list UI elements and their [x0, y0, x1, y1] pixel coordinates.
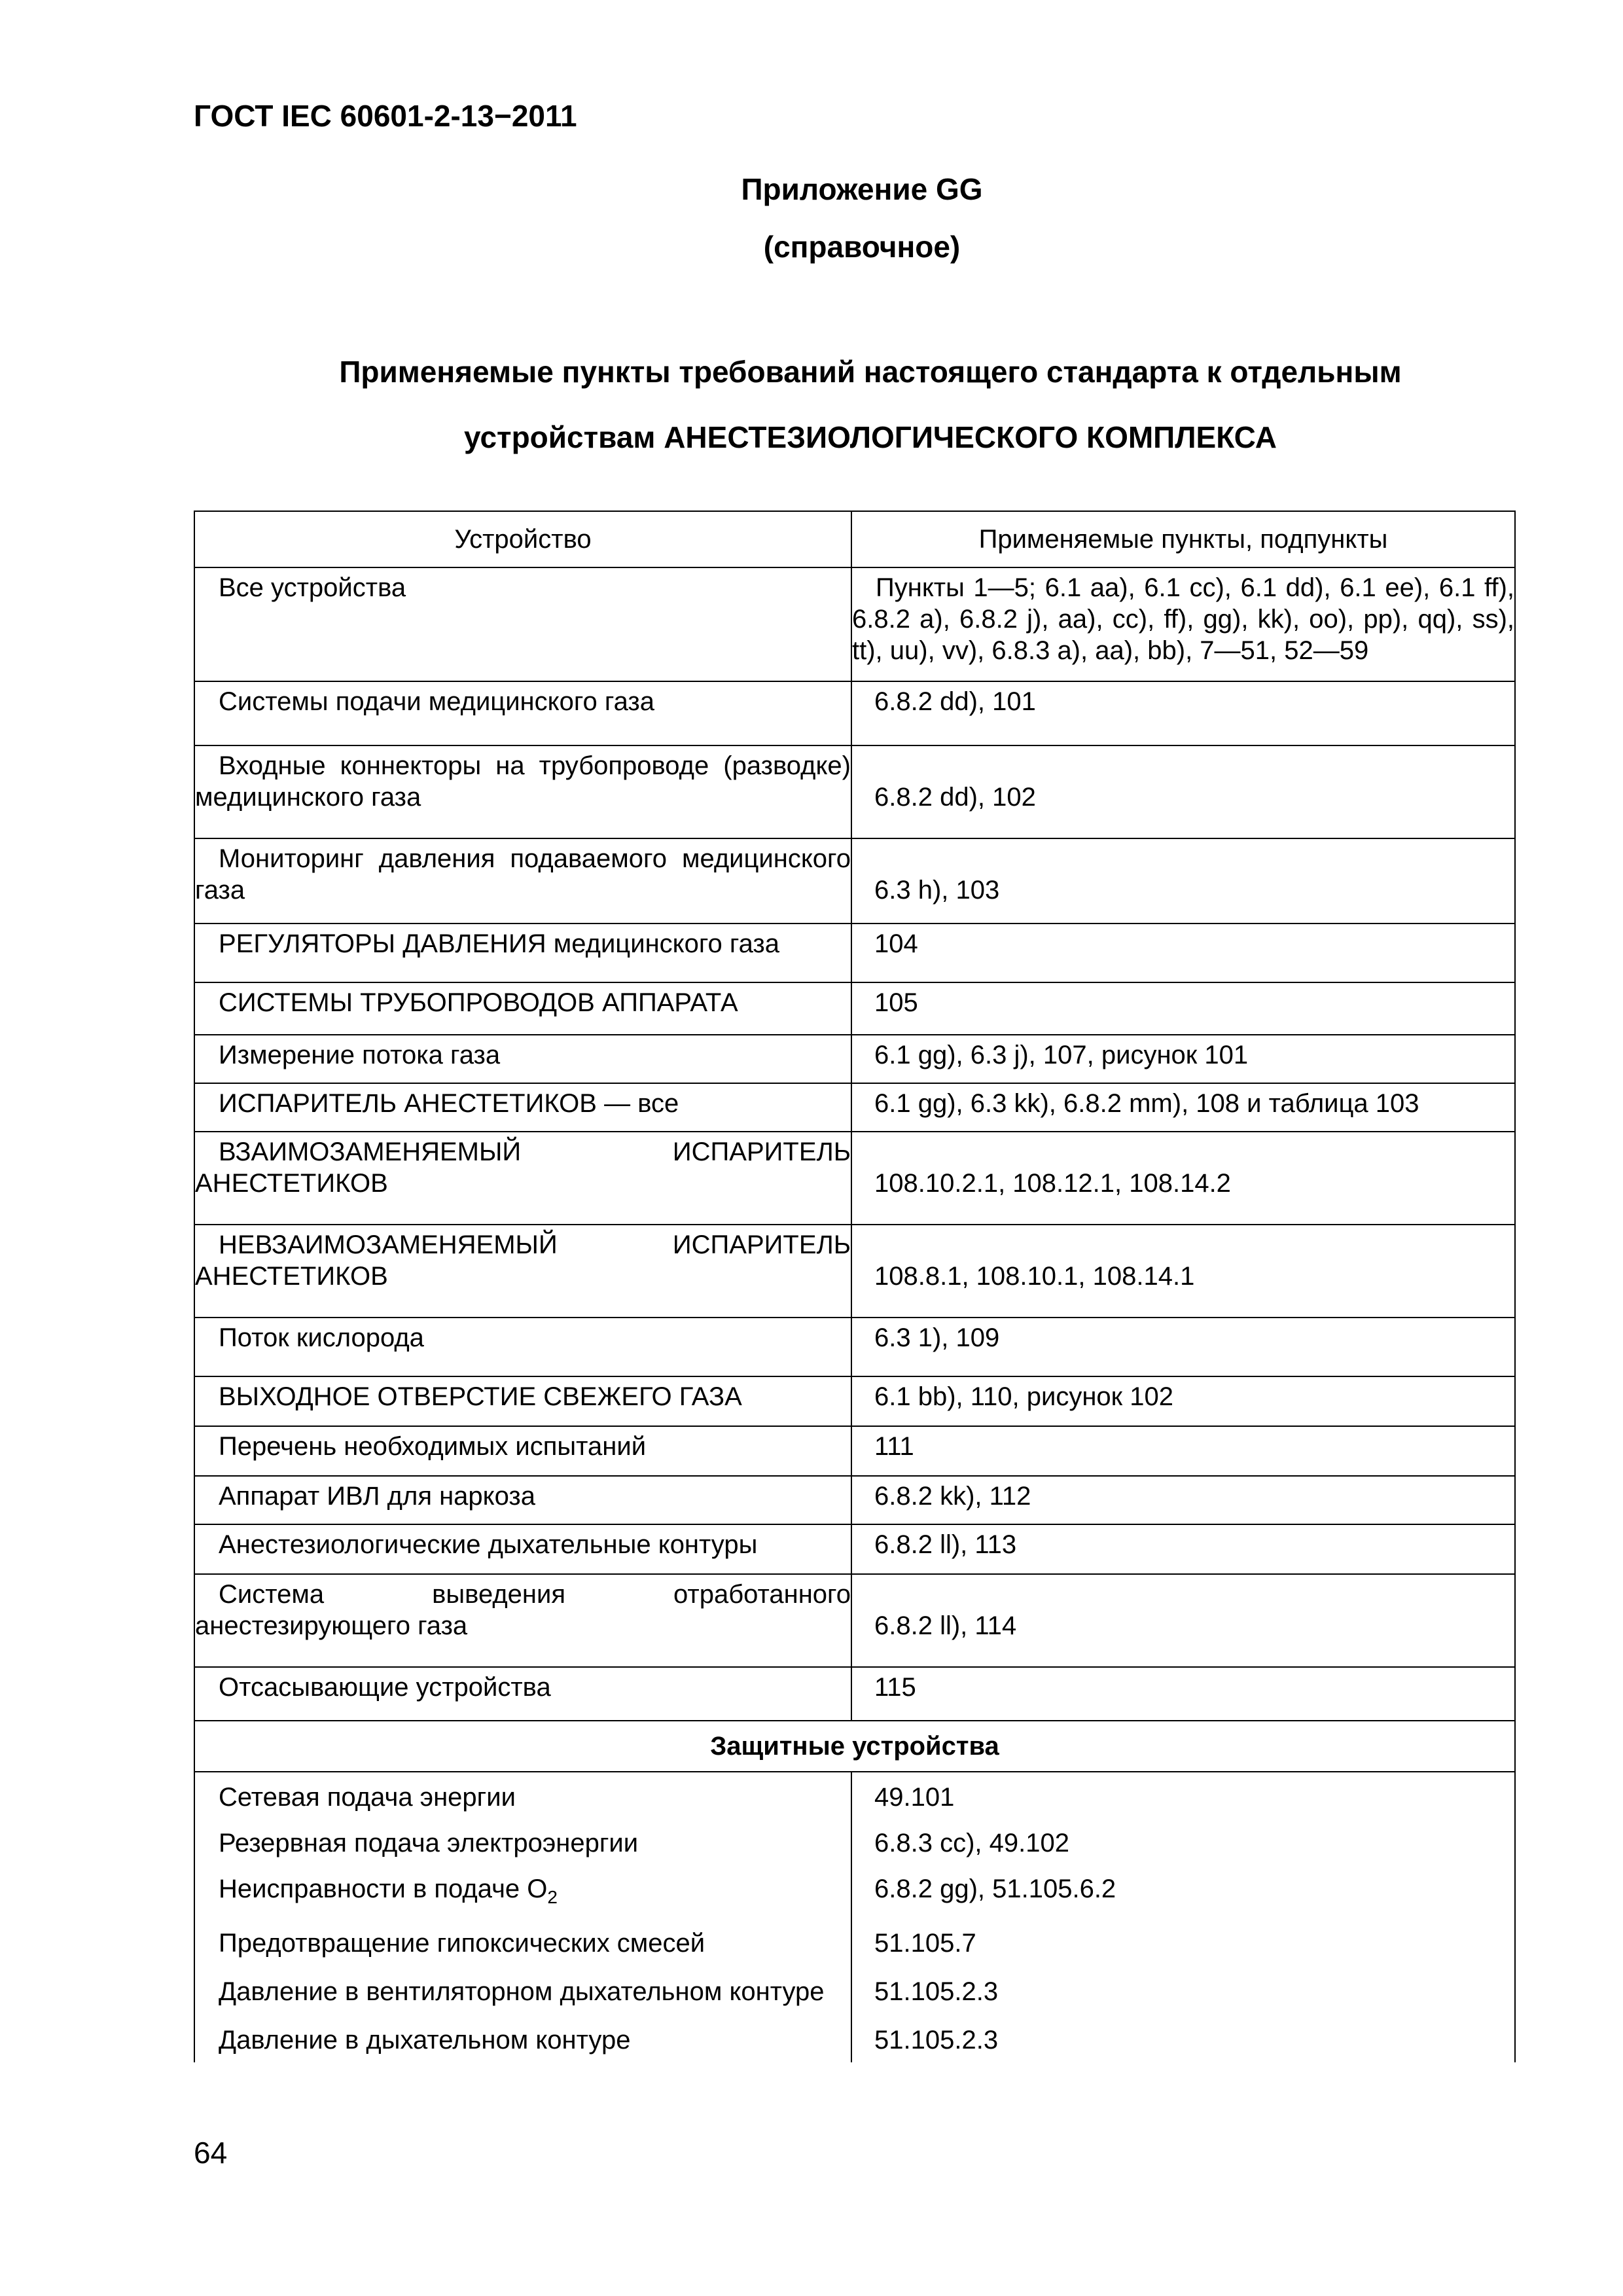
- clauses-cell: 104: [851, 924, 1515, 982]
- column-header-device: Устройство: [194, 511, 851, 567]
- clauses-cell: 6.1 gg), 6.3 j), 107, рисунок 101: [851, 1035, 1515, 1083]
- device-cell: Измерение потока газа: [194, 1035, 851, 1083]
- clauses-cell: 51.105.2.3: [851, 2015, 1515, 2062]
- device-cell: Отсасывающие устройства: [194, 1667, 851, 1721]
- table-row: [194, 1772, 1515, 1818]
- device-cell: Резервная подача электроэнергии: [194, 1818, 851, 1864]
- device-cell: [194, 1864, 851, 1918]
- table-row: [194, 1574, 1515, 1667]
- table-row: [194, 2015, 1515, 2062]
- clauses-cell: 6.1 bb), 110, рисунок 102: [851, 1376, 1515, 1426]
- annex-title: Приложение GG: [741, 172, 983, 206]
- table-row: [194, 982, 1515, 1035]
- device-cell: Поток кислорода: [194, 1318, 851, 1376]
- clauses-cell: 108.10.2.1, 108.12.1, 108.14.2: [851, 1132, 1515, 1225]
- clauses-cell: 6.1 gg), 6.3 kk), 6.8.2 mm), 108 и таблица 103: [851, 1083, 1515, 1132]
- clauses-cell: 6.3 1), 109: [851, 1318, 1515, 1376]
- device-cell: ИСПАРИТЕЛЬ АНЕСТЕТИКОВ — все: [194, 1083, 851, 1132]
- clauses-cell: 6.8.2 ll), 114: [851, 1574, 1515, 1667]
- device-text: Неисправности в подаче O: [219, 1874, 548, 1903]
- clauses-cell: 111: [851, 1426, 1515, 1476]
- device-cell: Системы подачи медицинского газа: [194, 681, 851, 745]
- device-cell: Перечень необходимых испытаний: [194, 1426, 851, 1476]
- device-cell: Входные коннекторы на трубопроводе (разводке) медицинского газа: [194, 745, 851, 838]
- table-row: [194, 1818, 1515, 1864]
- table-row: [194, 1083, 1515, 1132]
- table-row: [194, 1964, 1515, 2015]
- clauses-cell: 105: [851, 982, 1515, 1035]
- device-cell: ВЫХОДНОЕ ОТВЕРСТИЕ СВЕЖЕГО ГАЗА: [194, 1376, 851, 1426]
- section-title-line-2: устройствам АНЕСТЕЗИОЛОГИЧЕСКОГО КОМПЛЕКСА: [464, 420, 1277, 454]
- device-cell: РЕГУЛЯТОРЫ ДАВЛЕНИЯ медицинского газа: [194, 924, 851, 982]
- device-cell: Аппарат ИВЛ для наркоза: [194, 1476, 851, 1524]
- table-row: [194, 1225, 1515, 1318]
- section-row: [194, 1721, 1515, 1772]
- table-row: [194, 1524, 1515, 1574]
- page-number: 64: [194, 2136, 228, 2170]
- table-row: [194, 1132, 1515, 1225]
- column-header-clauses: Применяемые пункты, подпункты: [851, 511, 1515, 567]
- clauses-cell: 6.8.2 gg), 51.105.6.2: [851, 1864, 1515, 1918]
- table-row: [194, 567, 1515, 681]
- device-cell: Мониторинг давления подаваемого медицинского газа: [194, 838, 851, 924]
- document-code: ГОСТ IEC 60601-2-13−2011: [194, 99, 577, 133]
- table-row: [194, 1376, 1515, 1426]
- device-cell: Предотвращение гипоксических смесей: [194, 1918, 851, 1964]
- table-row: [194, 1035, 1515, 1083]
- clauses-cell: 49.101: [851, 1772, 1515, 1818]
- subscript-2: 2: [547, 1887, 558, 1907]
- device-cell: Сетевая подача энергии: [194, 1772, 851, 1818]
- clauses-cell: 115: [851, 1667, 1515, 1721]
- annex-subtitle: (справочное): [763, 230, 961, 264]
- clauses-cell: 6.8.2 ll), 113: [851, 1524, 1515, 1574]
- clauses-cell: Пункты 1—5; 6.1 aa), 6.1 cc), 6.1 dd), 6.1 ee), 6.1 ff), 6.8.2 a), 6.8.2 j), aa), cc), ff), gg), kk), oo), pp), qq), ss), tt), uu), vv), 6.8.3 a), aa), bb), 7—51, 52—59: [851, 567, 1515, 681]
- device-cell: Давление в дыхательном контуре: [194, 2015, 851, 2062]
- table-row: [194, 1864, 1515, 1918]
- section-label: Защитные устройства: [194, 1721, 1515, 1772]
- device-cell: НЕВЗАИМОЗАМЕНЯЕМЫЙ ИСПАРИТЕЛЬ АНЕСТЕТИКОВ: [194, 1225, 851, 1318]
- table-row: [194, 681, 1515, 745]
- clauses-cell: 6.8.2 dd), 102: [851, 745, 1515, 838]
- clauses-cell: 6.8.2 kk), 112: [851, 1476, 1515, 1524]
- table-row: [194, 838, 1515, 924]
- table-row: [194, 745, 1515, 838]
- device-cell: ВЗАИМОЗАМЕНЯЕМЫЙ ИСПАРИТЕЛЬ АНЕСТЕТИКОВ: [194, 1132, 851, 1225]
- applicability-table: [194, 511, 1516, 2062]
- device-cell: Анестезиологические дыхательные контуры: [194, 1524, 851, 1574]
- device-cell: Система выведения отработанного анестезирующего газа: [194, 1574, 851, 1667]
- table-row: [194, 1318, 1515, 1376]
- clauses-cell: 51.105.2.3: [851, 1964, 1515, 2015]
- section-title: [249, 339, 1492, 470]
- clauses-cell: 108.8.1, 108.10.1, 108.14.1: [851, 1225, 1515, 1318]
- device-cell: Все устройства: [194, 567, 851, 681]
- clauses-cell: 6.8.2 dd), 101: [851, 681, 1515, 745]
- clauses-cell: 6.3 h), 103: [851, 838, 1515, 924]
- section-title-line-1: Применяемые пункты требований настоящего стандарта к отдельным: [339, 355, 1402, 389]
- table-row: [194, 1667, 1515, 1721]
- table-row: [194, 1476, 1515, 1524]
- clauses-cell: 51.105.7: [851, 1918, 1515, 1964]
- clauses-cell: 6.8.3 cc), 49.102: [851, 1818, 1515, 1864]
- table-row: [194, 1918, 1515, 1964]
- device-cell: СИСТЕМЫ ТРУБОПРОВОДОВ АППАРАТА: [194, 982, 851, 1035]
- table-row: [194, 1426, 1515, 1476]
- table-header-row: [194, 511, 1515, 567]
- table-row: [194, 924, 1515, 982]
- device-cell: Давление в вентиляторном дыхательном контуре: [194, 1964, 851, 2015]
